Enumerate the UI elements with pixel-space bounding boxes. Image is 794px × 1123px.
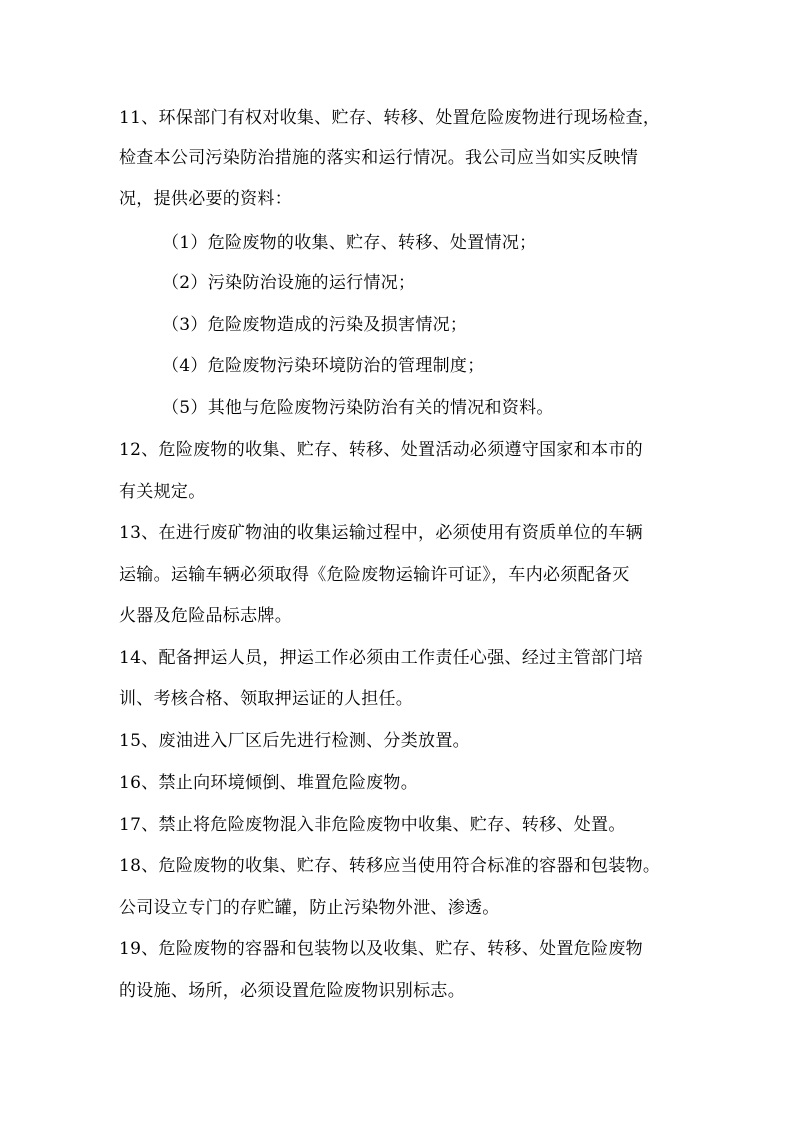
sub-item-5: （5）其他与危险废物污染防治有关的情况和资料。: [162, 398, 554, 418]
item-15: 15、废油进入厂区后先进行检测、分类放置。: [119, 731, 470, 751]
item-13-line-2: 运输。运输车辆必须取得《危险废物运输许可证》，车内必须配备灭: [119, 565, 630, 585]
item-14-line-1: 14、配备押运人员，押运工作必须由工作责任心强、经过主管部门培: [119, 648, 643, 668]
item-17: 17、禁止将危险废物混入非危险废物中收集、贮存、转移、处置。: [119, 815, 626, 835]
item-11-line-3: 况，提供必要的资料：: [119, 189, 292, 209]
item-13-line-3: 火器及危险品标志牌。: [119, 606, 292, 626]
item-12-line-2: 有关规定。: [119, 482, 206, 502]
item-11-line-1: 11、环保部门有权对收集、贮存、转移、处置危险废物进行现场检查，: [119, 108, 661, 128]
item-19-line-2: 的设施、场所，必须设置危险废物识别标志。: [119, 981, 465, 1001]
sub-item-2: （2）污染防治设施的运行情况；: [162, 273, 416, 293]
sub-item-1: （1）危险废物的收集、贮存、转移、处置情况；: [162, 233, 537, 253]
item-13-line-1: 13、在进行废矿物油的收集运输过程中，必须使用有资质单位的车辆: [119, 523, 643, 543]
item-14-line-2: 训、考核合格、领取押运证的人担任。: [119, 689, 414, 709]
item-18-line-2: 公司设立专门的存贮罐，防止污染物外泄、渗透。: [119, 898, 500, 918]
item-18-line-1: 18、危险废物的收集、贮存、转移应当使用符合标准的容器和包装物。: [119, 856, 661, 876]
sub-item-4: （4）危险废物污染环境防治的管理制度；: [162, 356, 485, 376]
item-19-line-1: 19、危险废物的容器和包装物以及收集、贮存、转移、处置危险废物: [119, 939, 643, 959]
item-11-line-2: 检查本公司污染防治措施的落实和运行情况。我公司应当如实反映情: [119, 148, 638, 168]
item-16: 16、禁止向环境倾倒、堆置危险废物。: [119, 773, 419, 793]
item-12-line-1: 12、危险废物的收集、贮存、转移、处置活动必须遵守国家和本市的: [119, 440, 643, 460]
sub-item-3: （3）危险废物造成的污染及损害情况；: [162, 315, 468, 335]
